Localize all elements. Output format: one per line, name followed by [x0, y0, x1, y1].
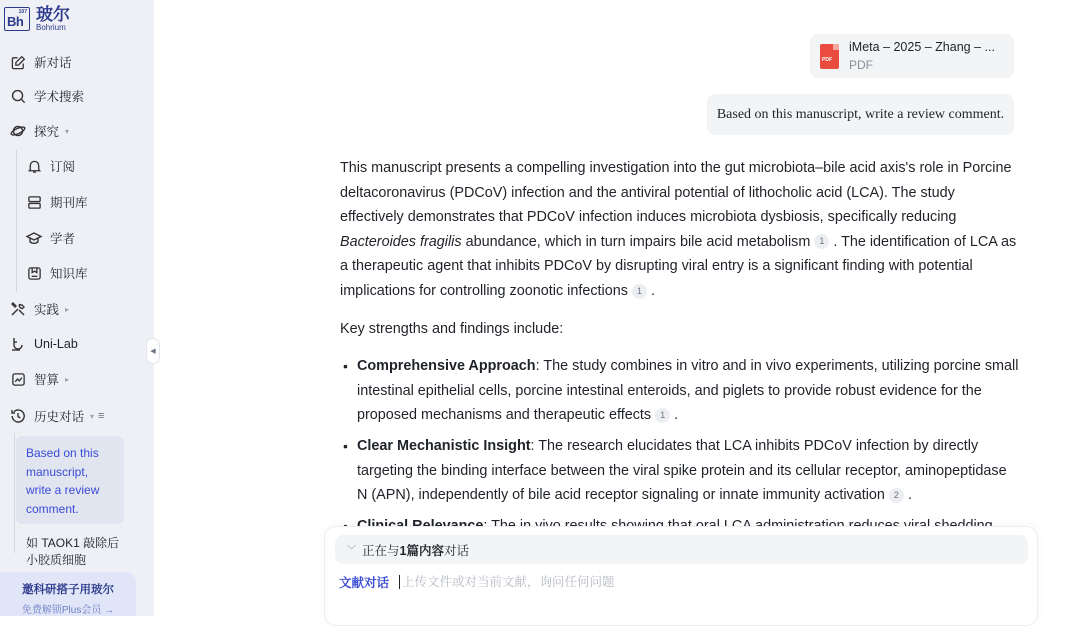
file-type: PDF [849, 58, 873, 72]
nav-journals[interactable] [26, 192, 88, 212]
search-icon [10, 88, 26, 104]
bullet-title: Comprehensive Approach [357, 358, 536, 375]
unilab-icon [10, 336, 26, 352]
input-row [339, 573, 959, 591]
citation-badge[interactable]: 2 [889, 488, 904, 503]
history-item[interactable] [26, 535, 126, 567]
nav-practice[interactable] [10, 299, 69, 319]
nav-journals-label: 期刊库 [50, 196, 88, 210]
nav-subscribe-label: 订阅 [50, 160, 76, 174]
answer-text: . [650, 282, 655, 299]
invite-title: 邀科研搭子用玻尔 [22, 584, 114, 596]
nav-scholars[interactable] [26, 228, 75, 248]
citation-badge[interactable]: 1 [655, 408, 670, 423]
chevron-right-icon: ▸ [65, 304, 70, 314]
submenu-guide-line [16, 150, 17, 292]
chevron-down-icon: ▾ [90, 411, 95, 421]
logo-badge-symbol: Bh [7, 14, 24, 29]
nav-knowledge[interactable] [26, 263, 88, 283]
list-menu-icon[interactable]: ≡ [98, 410, 105, 422]
nav-history[interactable] [10, 406, 104, 426]
nav-history-label: 历史对话 [34, 410, 85, 424]
logo-name-en: Bohrium [36, 23, 66, 32]
logo-badge [4, 7, 30, 31]
context-bar[interactable] [335, 535, 1028, 564]
chevron-down-icon: ﹀ [347, 545, 357, 555]
nav-compute-label: 智算 [34, 373, 60, 387]
answer-paragraph [340, 156, 1020, 304]
history-clock-icon [10, 408, 26, 424]
nav-explore-label: 探究 [34, 125, 60, 139]
sidebar [0, 0, 154, 616]
chevron-left-icon: ◀ [150, 348, 156, 355]
user-message-bubble [707, 94, 1014, 135]
nav-subscribe[interactable] [26, 156, 75, 176]
chat-composer [324, 526, 1038, 626]
bullet-text: : The study combines in vitro and in vivo experiments, utilizing porcine small intestinal epithelial cells, porcine intestinal enteroids, and piglets to provide robust evidence for the proposed mechanisms and therapeutic effects [357, 358, 1019, 424]
file-name: iMeta – 2025 – Zhang – ... [849, 40, 995, 54]
mode-tag[interactable]: 文献对话 [339, 576, 390, 590]
graduation-cap-icon [26, 230, 42, 246]
nav-search[interactable] [10, 86, 84, 106]
context-count: 1篇内容 [399, 543, 444, 558]
assistant-answer [340, 156, 1020, 544]
answer-species-name: Bacteroides fragilis [340, 233, 462, 250]
logo[interactable] [4, 6, 70, 32]
context-suffix: 对话 [443, 543, 469, 558]
answer-bullet [357, 354, 1020, 428]
knowledge-base-icon [26, 265, 42, 281]
chevron-right-icon: ▸ [65, 374, 70, 384]
pdf-file-icon [820, 44, 839, 69]
chat-input[interactable] [399, 575, 959, 589]
nav-unilab-label: Uni-Lab [34, 337, 78, 351]
pdf-icon-text: PDF [822, 56, 832, 63]
user-message-text: Based on this manuscript, write a review comment. [716, 106, 1005, 122]
history-item-label: 如 TAOK1 敲除后小胶质细胞 [26, 536, 120, 567]
edit-icon [10, 54, 26, 70]
answer-text: . The identification of LCA as a therapeutic agent that inhibits PDCoV by disrupting viral entry is a significant finding with potential implications for controlling zoonotic infections [340, 233, 1017, 299]
database-icon [26, 194, 42, 210]
nav-scholars-label: 学者 [50, 232, 76, 246]
bullet-title: Clear Mechanistic Insight [357, 437, 531, 454]
chart-box-icon [10, 371, 26, 387]
logo-badge-number: 107 [18, 9, 27, 15]
attached-file-card[interactable] [810, 34, 1014, 78]
bullet-text: . [907, 487, 912, 504]
nav-explore[interactable] [10, 121, 69, 141]
tools-icon [10, 301, 26, 317]
planet-icon [10, 123, 26, 139]
answer-bullet-list [340, 354, 1020, 538]
citation-badge[interactable]: 1 [814, 234, 829, 249]
answer-paragraph: Key strengths and findings include: [340, 320, 564, 337]
bell-icon [26, 158, 42, 174]
logo-name-cn: 玻尔 [36, 5, 70, 24]
context-prefix: 正在与 [362, 543, 400, 558]
answer-text: abundance, which in turn impairs bile acid metabolism [461, 233, 811, 250]
history-item-active-label: Based on this manuscript, write a review comment. [26, 446, 100, 516]
nav-unilab[interactable] [10, 334, 78, 354]
nav-practice-label: 实践 [34, 303, 60, 317]
logo-text [36, 6, 70, 32]
invite-subtitle: 免费解锁Plus会员 → [21, 605, 115, 616]
nav-search-label: 学术搜索 [34, 90, 85, 104]
answer-bullet [357, 434, 1020, 508]
nav-new-chat-label: 新对话 [34, 56, 72, 70]
citation-badge[interactable]: 1 [632, 284, 647, 299]
bullet-text: . [674, 407, 679, 424]
history-item-active[interactable] [16, 436, 124, 524]
nav-new-chat[interactable] [10, 52, 72, 72]
invite-banner[interactable] [0, 572, 136, 616]
chevron-down-icon: ▾ [65, 126, 70, 136]
answer-text: This manuscript presents a compelling investigation into the gut microbiota–bile acid axis's role in Porcine deltacoronavirus (PDCoV) infection and the antiviral potential of lithocholic acid (LCA). The study effectively demonstrates that PDCoV infection induces microbiota dysbiosis, specifically reducing [340, 160, 1012, 226]
history-guide-line [14, 433, 15, 553]
collapse-sidebar-button[interactable] [146, 338, 160, 364]
nav-compute[interactable] [10, 369, 69, 389]
nav-knowledge-label: 知识库 [50, 267, 88, 281]
bullet-text: : The research elucidates that LCA inhibits PDCoV infection by directly targeting the binding interface between the viral spike protein and its cellular receptor, aminopeptidase N (APN), independently of bile acid receptor signaling or innate immunity activation [357, 437, 1007, 504]
